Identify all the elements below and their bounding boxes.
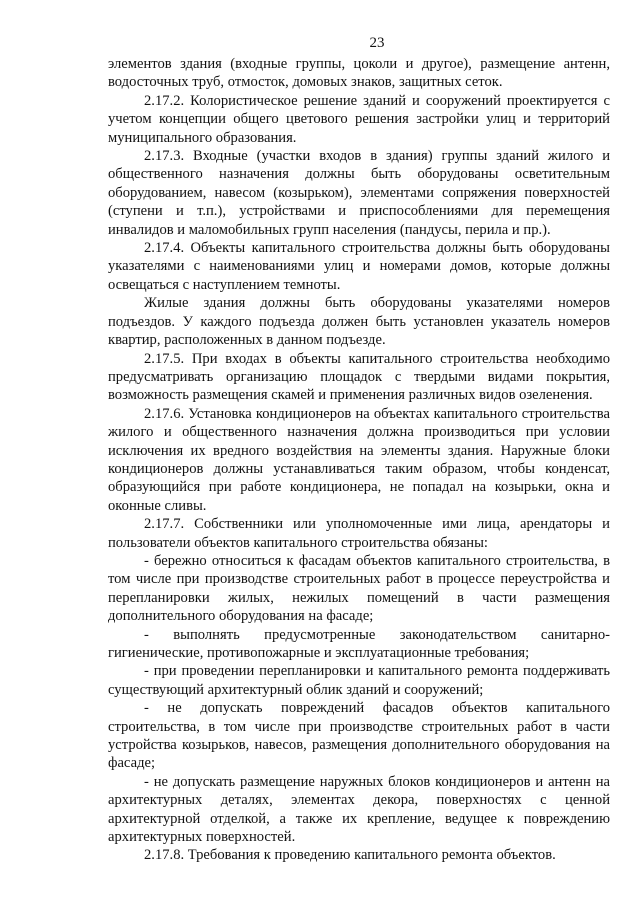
list-item-facades: - бережно относиться к фасадам объектов капитального строительства, в том числе при производстве строительных работ в процессе переустройства и перепланировки жилых, нежилых помещений в части размещения дополнительного оборудования на фасаде; (108, 552, 610, 625)
list-item-no-ac-units: - не допускать размещение наружных блоков кондиционеров и антенн на архитектурных деталях, элементах декора, поверхностях с ценной архитектурной отделкой, а также их крепление, ведущее к повреждению архитектурных поверхностей. (108, 773, 610, 846)
list-item-requirements: - выполнять предусмотренные законодательством санитарно-гигиенические, противопожарные и эксплуатационные требования; (108, 626, 610, 661)
paragraph-continuation: элементов здания (входные группы, цоколи и другое), размещение антенн, водосточных труб, отмосток, домовых знаков, защитных сеток. (108, 56, 610, 91)
paragraph-2-17-3: 2.17.3. Входные (участки входов в здания) группы зданий жилого и общественного назначения должны быть оборудованы осветительным оборудованием, навесом (козырьком), элементами сопряжения поверхностей (ступени и т.п.), устройствами и приспособлениями для перемещения инвалидов и маломобильных групп населения (пандусы, перила и пр.). (108, 148, 610, 238)
paragraph-2-17-6: 2.17.6. Установка кондиционеров на объектах капитального строительства жилого и общественного назначения должна производиться при условии исключения их вредного воздействия на элементы здания. Наружные блоки кондиционеров должны устанавливаться таким образом, чтобы конденсат, образующийся при работе кондиционера, не попадал на козырьки, окна и оконные сливы. (108, 405, 610, 514)
page-number: 23 (369, 35, 385, 51)
paragraph-2-17-8: 2.17.8. Требования к проведению капитального ремонта объектов. (144, 847, 556, 864)
paragraph-2-17-7: 2.17.7. Собственники или уполномоченные ими лица, арендаторы и пользователи объектов капитального строительства обязаны: (108, 516, 610, 551)
document-page (108, 34, 610, 865)
paragraph-residential-signs: Жилые здания должны быть оборудованы указателями номеров подъездов. У каждого подъезда должен быть установлен указатель номеров квартир, расположенных в данном подъезде. (108, 295, 610, 349)
list-item-replanning: - при проведении перепланировки и капитального ремонта поддерживать существующий архитектурный облик зданий и сооружений; (108, 663, 610, 698)
paragraph-2-17-2: 2.17.2. Колористическое решение зданий и сооружений проектируется с учетом концепции общего цветового решения застройки улиц и территорий муниципального образования. (108, 92, 610, 146)
paragraph-2-17-4: 2.17.4. Объекты капитального строительства должны быть оборудованы указателями с наименованиями улиц и номерами домов, которые должны освещаться с наступлением темноты. (108, 240, 610, 293)
list-item-no-damage: - не допускать повреждений фасадов объектов капитального строительства, в том числе при производстве строительных работ в части устройства козырьков, навесов, размещения дополнительного оборудования на фасаде; (108, 700, 610, 772)
paragraph-2-17-5: 2.17.5. При входах в объекты капитального строительства необходимо предусматривать организацию площадок с твердыми видами покрытия, возможность размещения скамей и применения различных видов озеленения. (108, 350, 610, 404)
